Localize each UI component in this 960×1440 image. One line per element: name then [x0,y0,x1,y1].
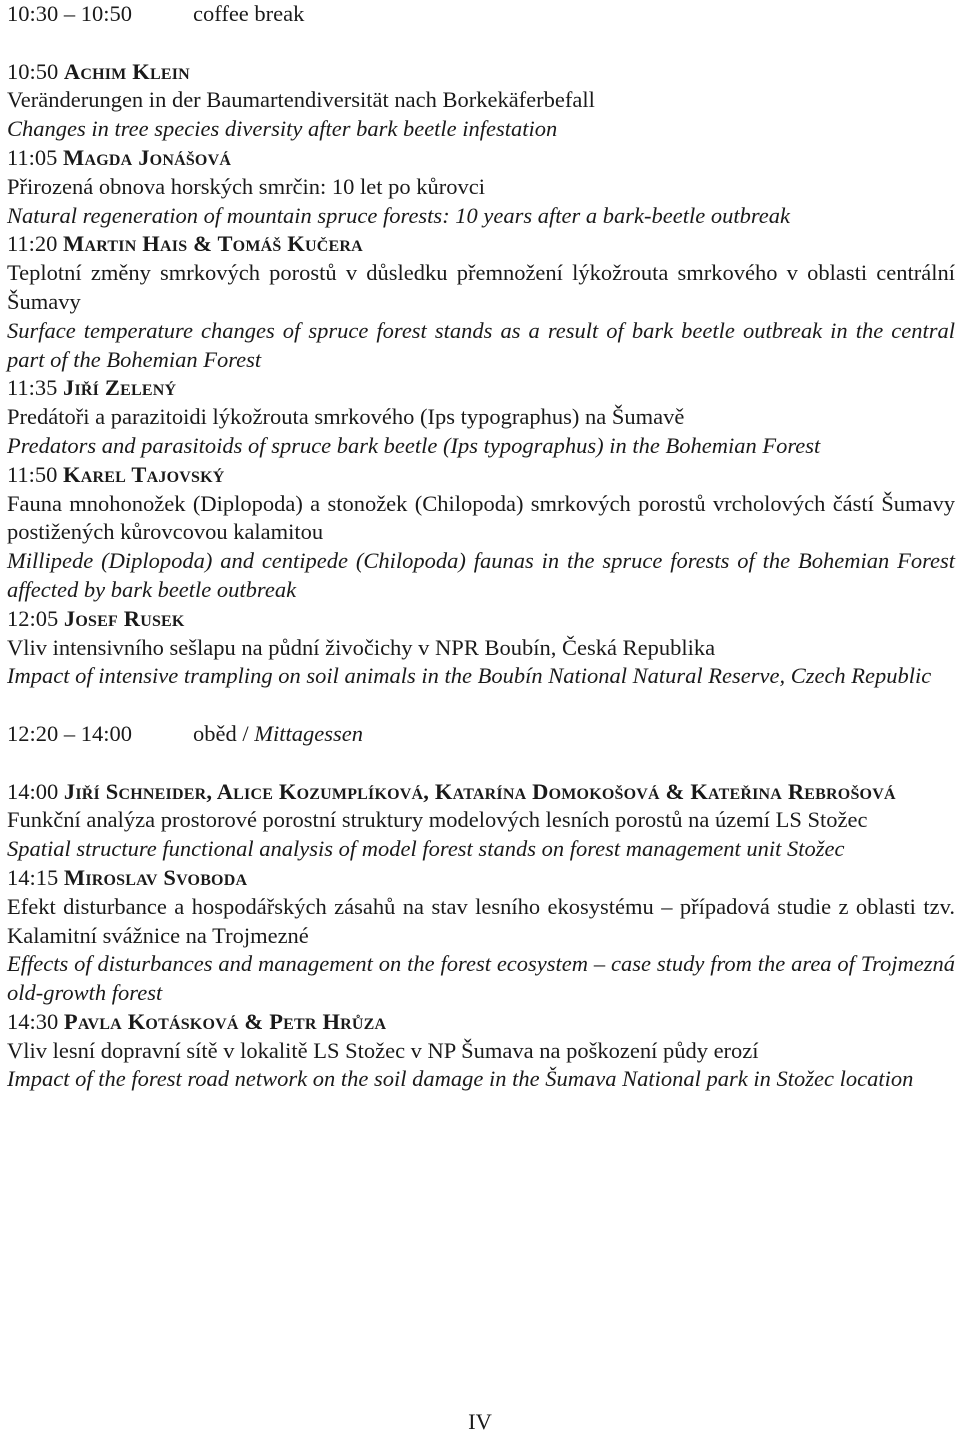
talk-title: Fauna mnohonožek (Diplopoda) a stonožek (Chilopoda) smrkových porostů vrcholových částí Šumavy postižených kůrovcovou kalamitou [7,490,955,545]
talk-header [7,58,955,87]
talk-time: 11:05 [7,144,58,170]
break-time: 10:30 – 10:50 [7,1,133,26]
talk-item [7,778,955,864]
program-page [7,0,955,1094]
talk-speakers: Jiří Schneider, Alice Kozumplíková, Katarína Domokošová & Kateřina Rebrošová [63,778,896,804]
talk-speakers: Josef Rusek [63,605,185,631]
talk-time: 11:35 [7,375,58,401]
break-time: 12:20 – 14:00 [7,720,133,746]
talk-item [7,58,955,144]
talk-title-english: Impact of intensive trampling on soil animals in the Boubín National Natural Reserve, Czech Republic [7,663,932,689]
talk-title: Predátoři a parazitoidi lýkožrouta smrkového (Ips typographus) na Šumavě [7,404,685,430]
talk-speakers: Miroslav Svoboda [63,864,248,890]
talk-header [7,778,955,807]
talk-time: 14:15 [7,864,59,890]
talk-title-english: Predators and parasitoids of spruce bark beetle (Ips typographus) in the Bohemian Forest [7,432,821,458]
talk-title-english: Impact of the forest road network on the soil damage in the Šumava National park in Stožec location [7,1066,914,1092]
talk-title: Funkční analýza prostorové porostní struktury modelových lesních porostů na území LS Stožec [7,807,868,833]
talk-title-english: Changes in tree species diversity after bark beetle infestation [7,116,558,142]
talk-header [7,1008,955,1037]
page-number: IV [468,1409,492,1434]
talk-title-english: Spatial structure functional analysis of model forest stands on forest management unit Stožec [7,836,845,862]
talk-title-english: Natural regeneration of mountain spruce forests: 10 years after a bark-beetle outbreak [7,202,791,228]
talk-speakers: Jiří Zelený [63,375,177,401]
talk-title-english: Effects of disturbances and management on the forest ecosystem – case study from the area of Trojmezná old-growth forest [7,951,955,1006]
talk-item [7,461,955,605]
talk-title: Teplotní změny smrkových porostů v důsledku přemnožení lýkožrouta smrkového v oblasti centrální Šumavy [7,260,955,314]
talk-title: Přirozená obnova horských smrčin: 10 let po kůrovci [7,173,486,199]
talk-speakers: Magda Jonášová [63,144,232,170]
break-label: coffee break [193,1,305,26]
talk-title: Vliv lesní dopravní sítě v lokalitě LS Stožec v NP Šumava na poškození půdy erozí [7,1037,759,1063]
talk-title-english: Surface temperature changes of spruce forest stands as a result of bark beetle outbreak in the central part of the Bohemian Forest [7,317,955,372]
talk-time: 14:30 [7,1008,59,1034]
lunch-break-row [7,720,955,749]
talk-header [7,374,955,403]
talk-speakers: Karel Tajovský [63,461,225,487]
talk-header [7,144,955,173]
talk-item [7,605,955,691]
talk-title: Vliv intensivního sešlapu na půdní živočichy v NPR Boubín, Česká Republika [7,634,716,660]
talk-speakers: Pavla Kotásková & Petr Hrůza [63,1008,387,1034]
session-morning [7,58,955,692]
spacer [7,691,955,720]
talk-time: 10:50 [7,58,59,84]
talk-title-english: Millipede (Diplopoda) and centipede (Chilopoda) faunas in the spruce forests of the Bohemian Forest affected by bark beetle outbreak [7,548,955,602]
talk-speakers: Achim Klein [63,58,190,84]
talk-header [7,605,955,634]
talk-item [7,1008,955,1094]
talk-item [7,144,955,230]
talk-speakers: Martin Hais & Tomáš Kučera [63,231,363,257]
talk-item [7,864,955,1008]
talk-time: 11:50 [7,461,58,487]
talk-item [7,374,955,460]
session-afternoon [7,778,955,1095]
talk-time: 11:20 [7,231,58,257]
talk-title: Veränderungen in der Baumartendiversität nach Borkekäferbefall [7,87,595,113]
talk-time: 14:00 [7,778,59,804]
spacer [7,749,955,778]
talk-title: Efekt disturbance a hospodářských zásahů na stav lesního ekosystému – případová studie z oblasti tzv. Kalamitní svážnice na Trojmezné [7,893,955,948]
spacer [7,29,955,58]
talk-item [7,230,955,374]
break-label-alt: Mittagessen [254,720,363,746]
talk-time: 12:05 [7,605,59,631]
break-label: oběd / Mittagessen [193,720,363,746]
coffee-break-row [7,0,955,29]
talk-header [7,864,955,893]
talk-header [7,461,955,490]
talk-header [7,230,955,259]
